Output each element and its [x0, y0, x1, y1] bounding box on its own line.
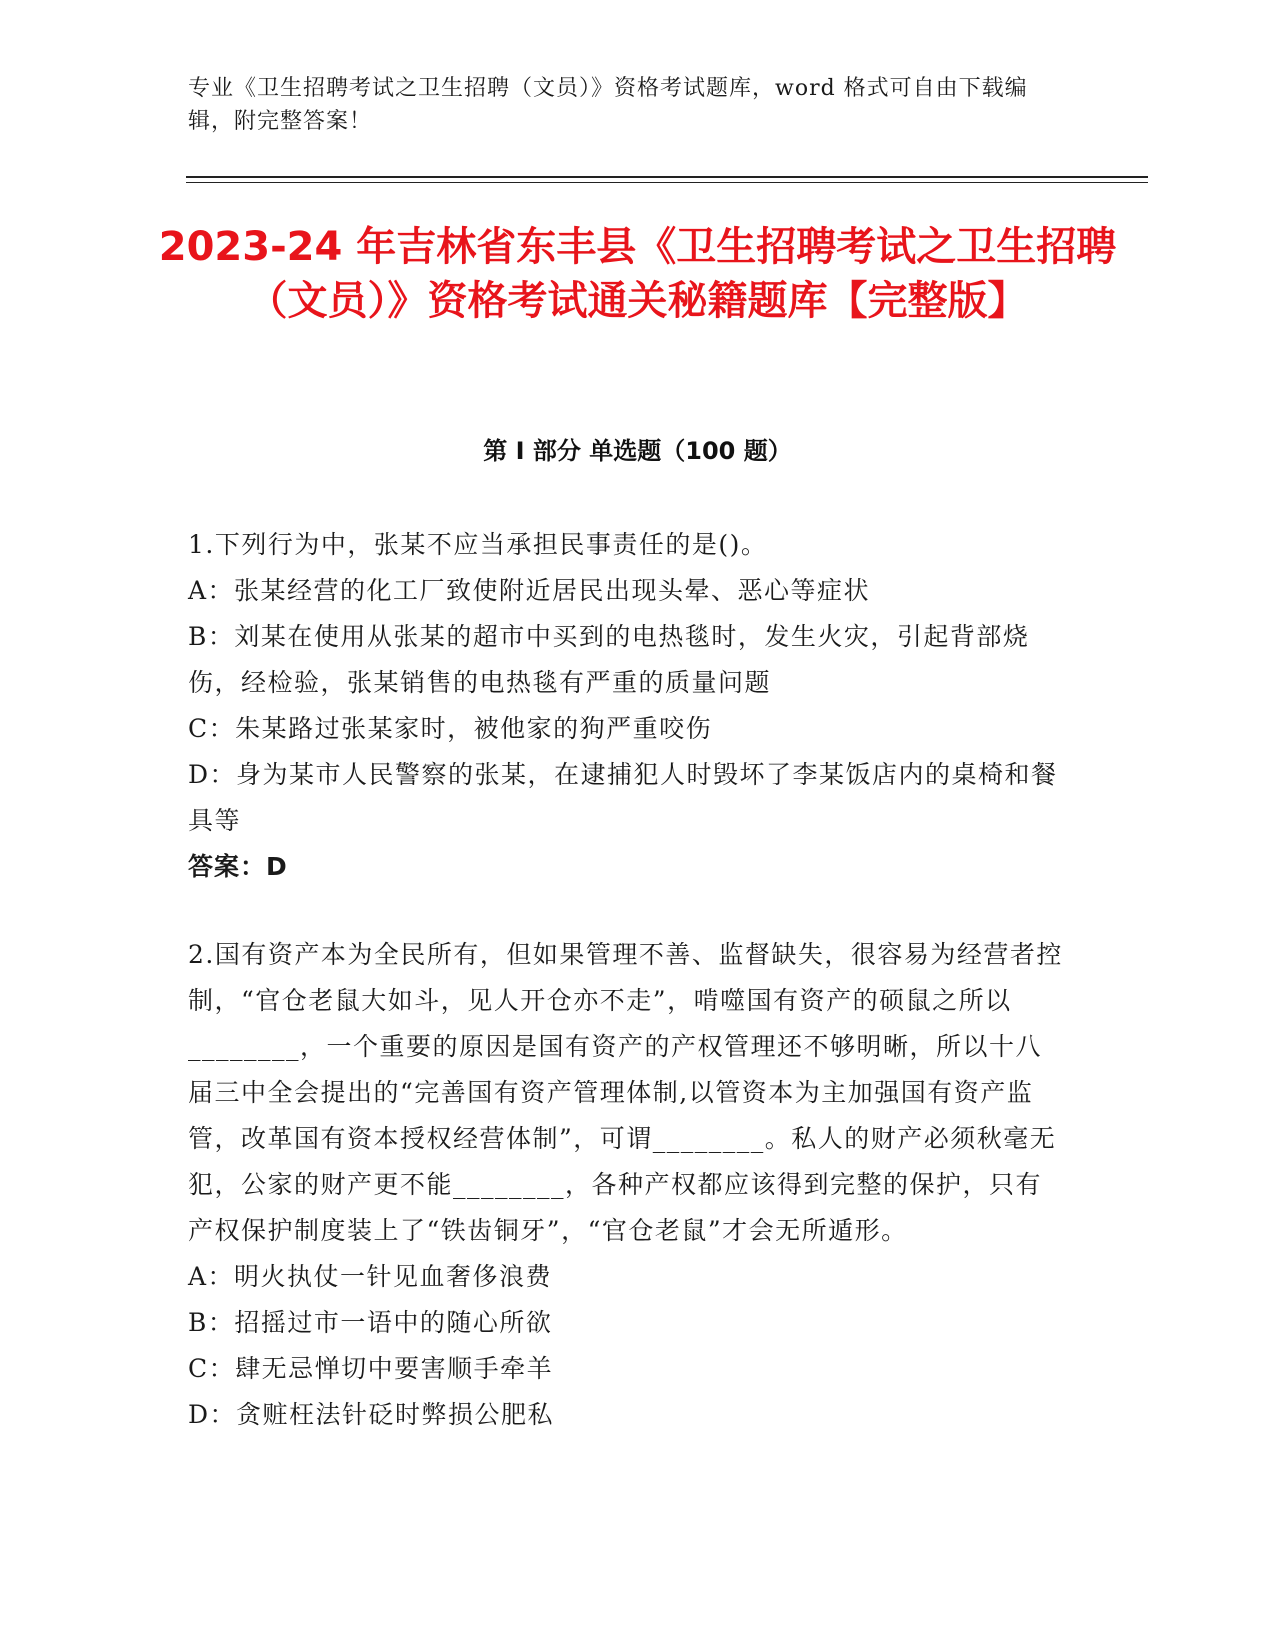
option-a: A：明火执仗一针见血奢侈浪费 [188, 1262, 553, 1291]
question-stem: 1.下列行为中，张某不应当承担民事责任的是()。 [188, 530, 768, 559]
option-b: B：招摇过市一语中的随心所欲 [188, 1308, 553, 1337]
header-divider-thick [186, 176, 1148, 178]
question-2 [188, 932, 1068, 1438]
option-d: D：贪赃枉法针砭时弊损公肥私 [188, 1400, 555, 1429]
option-d: D：身为某市人民警察的张某，在逮捕犯人时毁坏了李某饭店内的桌椅和餐具等 [188, 760, 1058, 835]
option-c: C：朱某路过张某家时，被他家的狗严重咬伤 [188, 714, 713, 743]
section-heading: 第 I 部分 单选题（100 题） [483, 437, 792, 465]
option-b: B：刘某在使用从张某的超市中买到的电热毯时，发生火灾，引起背部烧伤，经检验，张某销售的电热毯有严重的质量问题 [188, 622, 1030, 697]
question-1 [188, 522, 1068, 890]
document-title: 2023-24 年吉林省东丰县《卫生招聘考试之卫生招聘（文员）》资格考试通关秘籍题库【完整版】 [158, 224, 1117, 324]
option-c: C：肆无忌惮切中要害顺手牵羊 [188, 1354, 554, 1383]
header-note: 专业《卫生招聘考试之卫生招聘（文员）》资格考试题库，word 格式可自由下载编辑，附完整答案！ [188, 76, 1028, 134]
question-stem: 2.国有资产本为全民所有，但如果管理不善、监督缺失，很容易为经营者控制，“官仓老鼠大如斗，见人开仓亦不走”，啃噬国有资产的硕鼠之所以________，一个重要的原因是国有资产的产权管理还不够明晰，所以十八届三中全会提出的“完善国有资产管理体制,以管资本为主加强国有资产监管，改革国有资本授权经营体制”，可谓________。私人的财产必须秋毫无犯，公家的财产更不能________，各种产权都应该得到完整的保护，只有产权保护制度装上了“铁齿铜牙”，“官仓老鼠”才会无所遁形。 [188, 940, 1063, 1245]
answer: 答案：D [188, 852, 288, 881]
header-divider-thin [186, 182, 1148, 183]
option-a: A：张某经营的化工厂致使附近居民出现头晕、恶心等症状 [188, 576, 871, 605]
